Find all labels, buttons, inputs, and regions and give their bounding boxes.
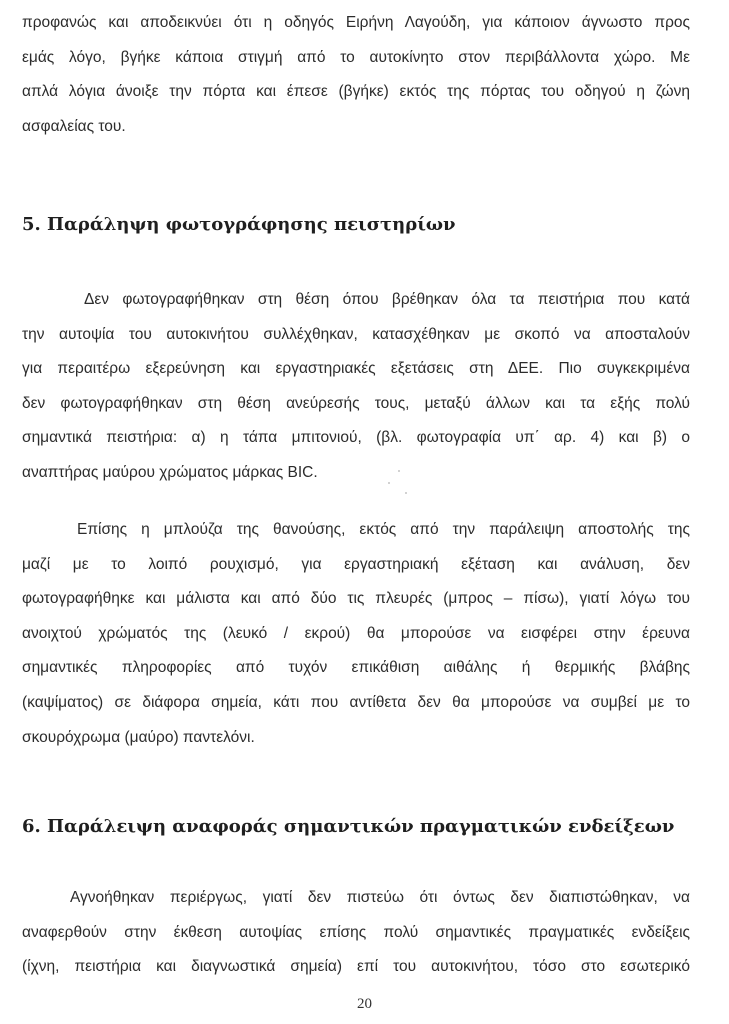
text-line: απλά λόγια άνοιξε την πόρτα και έπεσε (βγήκε) εκτός της πόρτας του οδηγού η ζώνη: [22, 83, 690, 101]
section-6-heading: 6. Παράλειψη αναφοράς σημαντικών πραγματικών ενδείξεων: [22, 816, 675, 837]
text-line: εμάς λόγο, βγήκε κάποια στιγμή από το αυτοκίνητο στον περιβάλλοντα χώρο. Με: [22, 48, 690, 66]
text-line: δεν φωτογραφήθηκαν στη θέση ανεύρεσής τους, μεταξύ άλλων και τα εξής πολύ: [22, 394, 690, 412]
text-line: (ίχνη, πειστήρια και διαγνωστικά σημεία) επί του αυτοκινήτου, τόσο στο εσωτερικό: [22, 958, 690, 976]
scan-speck: [398, 470, 400, 472]
text-line: Δεν φωτογραφήθηκαν στη θέση όπου βρέθηκαν όλα τα πειστήρια που κατά: [84, 291, 690, 308]
text-line: μαζί με το λοιπό ρουχισμό, για εργαστηριακή εξέταση και ανάλυση, δεν: [22, 555, 690, 573]
section-5-heading: 5. Παράληψη φωτογράφησης πειστηρίων: [22, 214, 456, 235]
text-line: την αυτοψία του αυτοκινήτου συλλέχθηκαν, κατασχέθηκαν με σκοπό να αποσταλούν: [22, 325, 690, 343]
text-line: αναπτήρας μαύρου χρώματος μάρκας BIC.: [22, 463, 318, 481]
section-5-paragraph-2: [22, 513, 690, 755]
text-line: για περαιτέρω εξερεύνηση και εργαστηριακές εξετάσεις στη ΔΕΕ. Πιο συγκεκριμένα: [22, 360, 690, 378]
text-line: αναφερθούν στην έκθεση αυτοψίας επίσης πολύ σημαντικές πραγματικές ενδείξεις: [22, 923, 690, 941]
text-line: σημαντικές πληροφορίες από τυχόν επικάθιση αιθάλης ή θερμικής βλάβης: [22, 659, 690, 677]
paragraph-continuation: [22, 6, 690, 144]
text-line: ανοιχτού χρώματός της (λευκό / εκρού) θα μπορούσε να εισφέρει στην έρευνα: [22, 624, 690, 642]
text-line: σημαντικά πειστήρια: α) η τάπα μπιτονιού, (βλ. φωτογραφία υπ΄ αρ. 4) και β) ο: [22, 429, 690, 447]
text-line: Επίσης η μπλούζα της θανούσης, εκτός από την παράλειψη αποστολής της: [77, 521, 690, 538]
text-line: Αγνοήθηκαν περιέργως, γιατί δεν πιστεύω ότι όντως δεν διαπιστώθηκαν, να: [70, 889, 690, 906]
text-line: φωτογραφήθηκε και μάλιστα και από δύο τις πλευρές (μπρος – πίσω), γιατί λόγω του: [22, 590, 690, 608]
page-number: 20: [357, 996, 372, 1012]
scan-speck: [405, 492, 407, 494]
section-5-paragraph-1: [22, 283, 690, 491]
text-line: προφανώς και αποδεικνύει ότι η οδηγός Ειρήνη Λαγούδη, για κάποιον άγνωστο προς: [22, 14, 690, 31]
section-6-paragraph-1: [22, 881, 690, 985]
text-line: σκουρόχρωμα (μαύρο) παντελόνι.: [22, 728, 255, 746]
scan-speck: [388, 482, 390, 484]
text-line: (καψίματος) σε διάφορα σημεία, κάτι που αντίθετα δεν θα μπορούσε να συμβεί με το: [22, 693, 690, 711]
text-line: ασφαλείας του.: [22, 117, 126, 135]
